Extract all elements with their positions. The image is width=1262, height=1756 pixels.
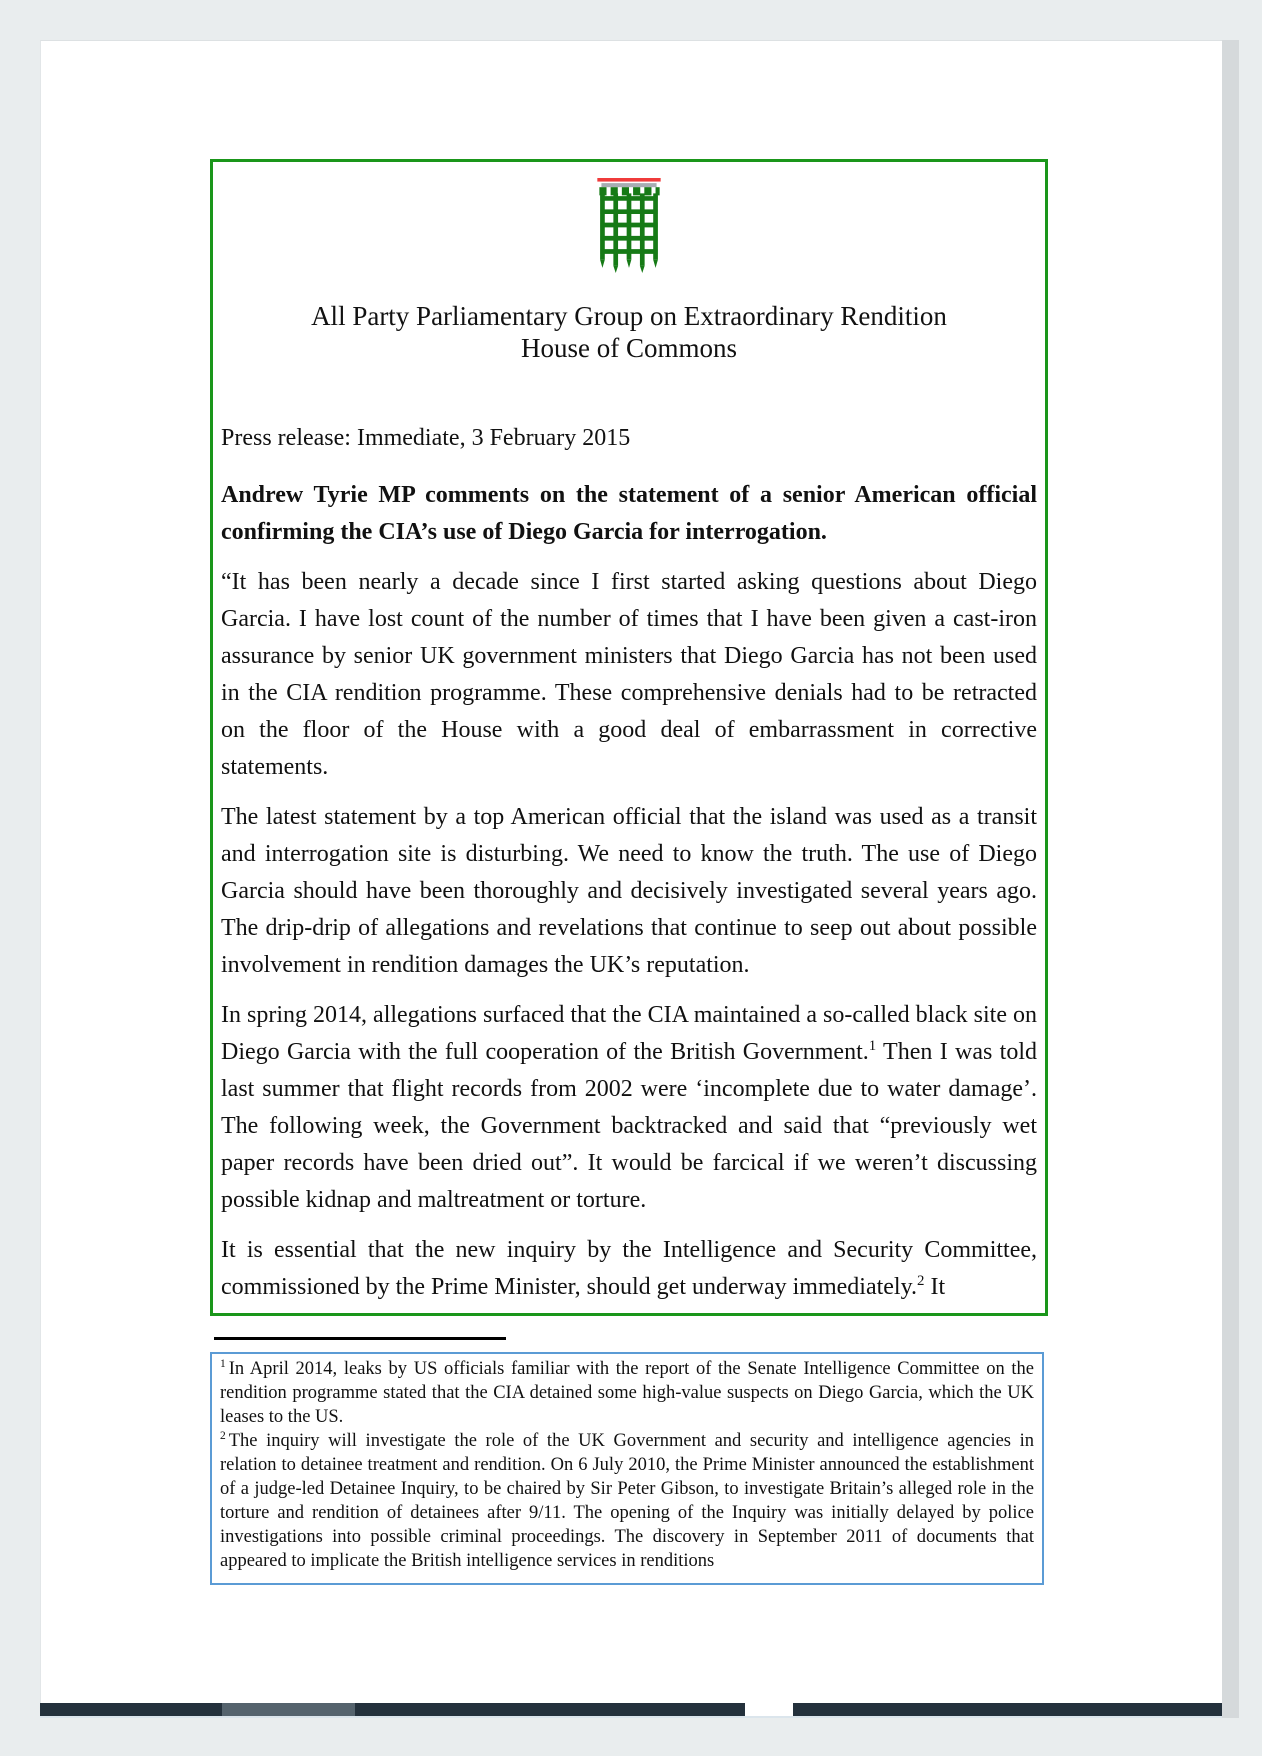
- footnotes-box: [210, 1352, 1044, 1585]
- footnote-1-text: In April 2014, leaks by US officials familiar with the report of the Senate Intelligence Committee on the rendition programme stated that the CIA detained some high-value suspects on Diego Garcia, which the UK leases to the US.: [220, 1359, 1034, 1427]
- portcullis-icon: [592, 178, 666, 274]
- scrollbar-track[interactable]: [1222, 40, 1239, 1718]
- footnote-2-text: The inquiry will investigate the role of the UK Government and security and intelligence agencies in relation to detainee treatment and rendition. On 6 July 2010, the Prime Minister announced the establishment of a judge-led Detainee Inquiry, to be chaired by Sir Peter Gibson, to investigate Britain’s alleged role in the torture and rendition of detainees after 9/11. The opening of the Inquiry was initially delayed by police investigations into possible criminal proceedings. The discovery in September 2011 of documents that appeared to implicate the British intelligence services in renditions: [220, 1431, 1034, 1571]
- paragraph-4-text: It is essential that the new inquiry by the Intelligence and Security Committee, commissioned by the Prime Minister, should get underway immediately.: [221, 1237, 1037, 1300]
- paragraph-1: [221, 564, 1037, 786]
- paragraph-3-text: In spring 2014, allegations surfaced that the CIA maintained a so-called black site on Diego Garcia with the full cooperation of the British Government.: [221, 1002, 1037, 1065]
- document-page: [40, 40, 1222, 1718]
- house-of-commons-title: House of Commons: [521, 333, 737, 363]
- bottom-window-edge-tab: [222, 1703, 355, 1716]
- headline: Andrew Tyrie MP comments on the statement of a senior American official confirming the CIA’s use of Diego Garcia for interrogation.: [221, 482, 1037, 545]
- paragraph-2-text: The latest statement by a top American official that the island was used as a transit and interrogation site is disturbing. We need to know the truth. The use of Diego Garcia should have been thoroughly and decisively investigated several years ago. The drip-drip of allegations and revelations that continue to seep out about possible involvement in rendition damages the UK’s reputation.: [221, 804, 1037, 978]
- paragraph-2: [221, 799, 1037, 984]
- footnote-ref-1: 1: [868, 1038, 877, 1054]
- document-header: [221, 300, 1037, 364]
- press-release-box: [210, 159, 1048, 1316]
- bottom-edge-highlight: [40, 1716, 1222, 1718]
- footnote-1-marker: 1: [220, 1357, 226, 1370]
- footnote-ref-2: 2: [917, 1273, 925, 1289]
- bottom-window-edge-right: [793, 1703, 1222, 1716]
- parliament-logo: [221, 178, 1037, 274]
- paragraph-3: [221, 997, 1037, 1219]
- paragraph-1-text: “It has been nearly a decade since I first started asking questions about Diego Garcia. I have lost count of the number of times that I have been given a cast-iron assurance by senior UK government ministers that Diego Garcia has not been used in the CIA rendition programme. These comprehensive denials had to be retracted on the floor of the House with a good deal of embarrassment in corrective statements.: [221, 569, 1037, 780]
- paragraph-4-text-cont: It: [924, 1274, 946, 1300]
- paragraph-4: [221, 1232, 1037, 1306]
- footnote-2: [220, 1429, 1034, 1573]
- press-release-line: Press release: Immediate, 3 February 2015: [221, 425, 631, 451]
- paragraph-3-text-cont: Then I was told last summer that flight records from 2002 were ‘incomplete due to water damage’. The following week, the Government backtracked and said that “previously wet paper records have been dried out”. It would be farcical if we weren’t discussing possible kidnap and maltreatment or torture.: [221, 1039, 1037, 1213]
- footnote-separator: [214, 1337, 506, 1340]
- bottom-window-edge-left: [40, 1703, 745, 1716]
- footnote-1: [220, 1357, 1034, 1429]
- footnote-2-marker: 2: [220, 1429, 226, 1442]
- appg-title: All Party Parliamentary Group on Extraordinary Rendition: [311, 301, 947, 331]
